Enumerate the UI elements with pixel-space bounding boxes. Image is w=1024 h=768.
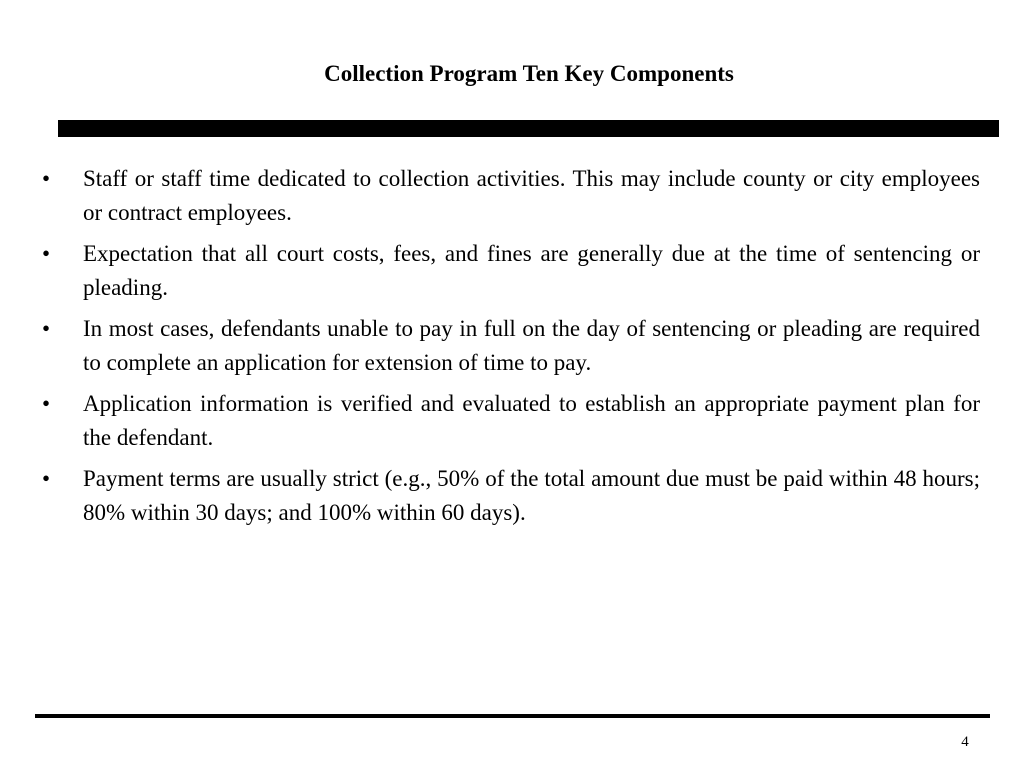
bullet-text: Application information is verified and evaluated to establish an appropriate payment plan for the defendant. [83,391,980,450]
bullet-item [42,312,980,380]
bullet-text: Staff or staff time dedicated to collection activities. This may include county or city employees or contract employees. [83,166,980,225]
bullet-marker: • [42,316,51,341]
slide-title: Collection Program Ten Key Components [324,61,734,86]
bullet-item [42,387,980,455]
title-divider [58,120,999,137]
bullet-marker: • [42,241,51,266]
bullet-text: Expectation that all court costs, fees, and fines are generally due at the time of sentencing or pleading. [83,241,980,300]
footer-divider [35,714,990,718]
bullet-marker: • [42,466,51,491]
bullet-item [42,462,980,530]
bullet-list [42,162,980,537]
bullet-marker: • [42,391,51,416]
bullet-item [42,237,980,305]
bullet-marker: • [42,166,51,191]
bullet-text: Payment terms are usually strict (e.g., 50% of the total amount due must be paid within 48 hours; 80% within 30 days; and 100% within 60 days). [83,466,980,525]
bullet-item [42,162,980,230]
page-number: 4 [961,734,969,750]
bullet-text: In most cases, defendants unable to pay in full on the day of sentencing or pleading are required to complete an application for extension of time to pay. [83,316,980,375]
